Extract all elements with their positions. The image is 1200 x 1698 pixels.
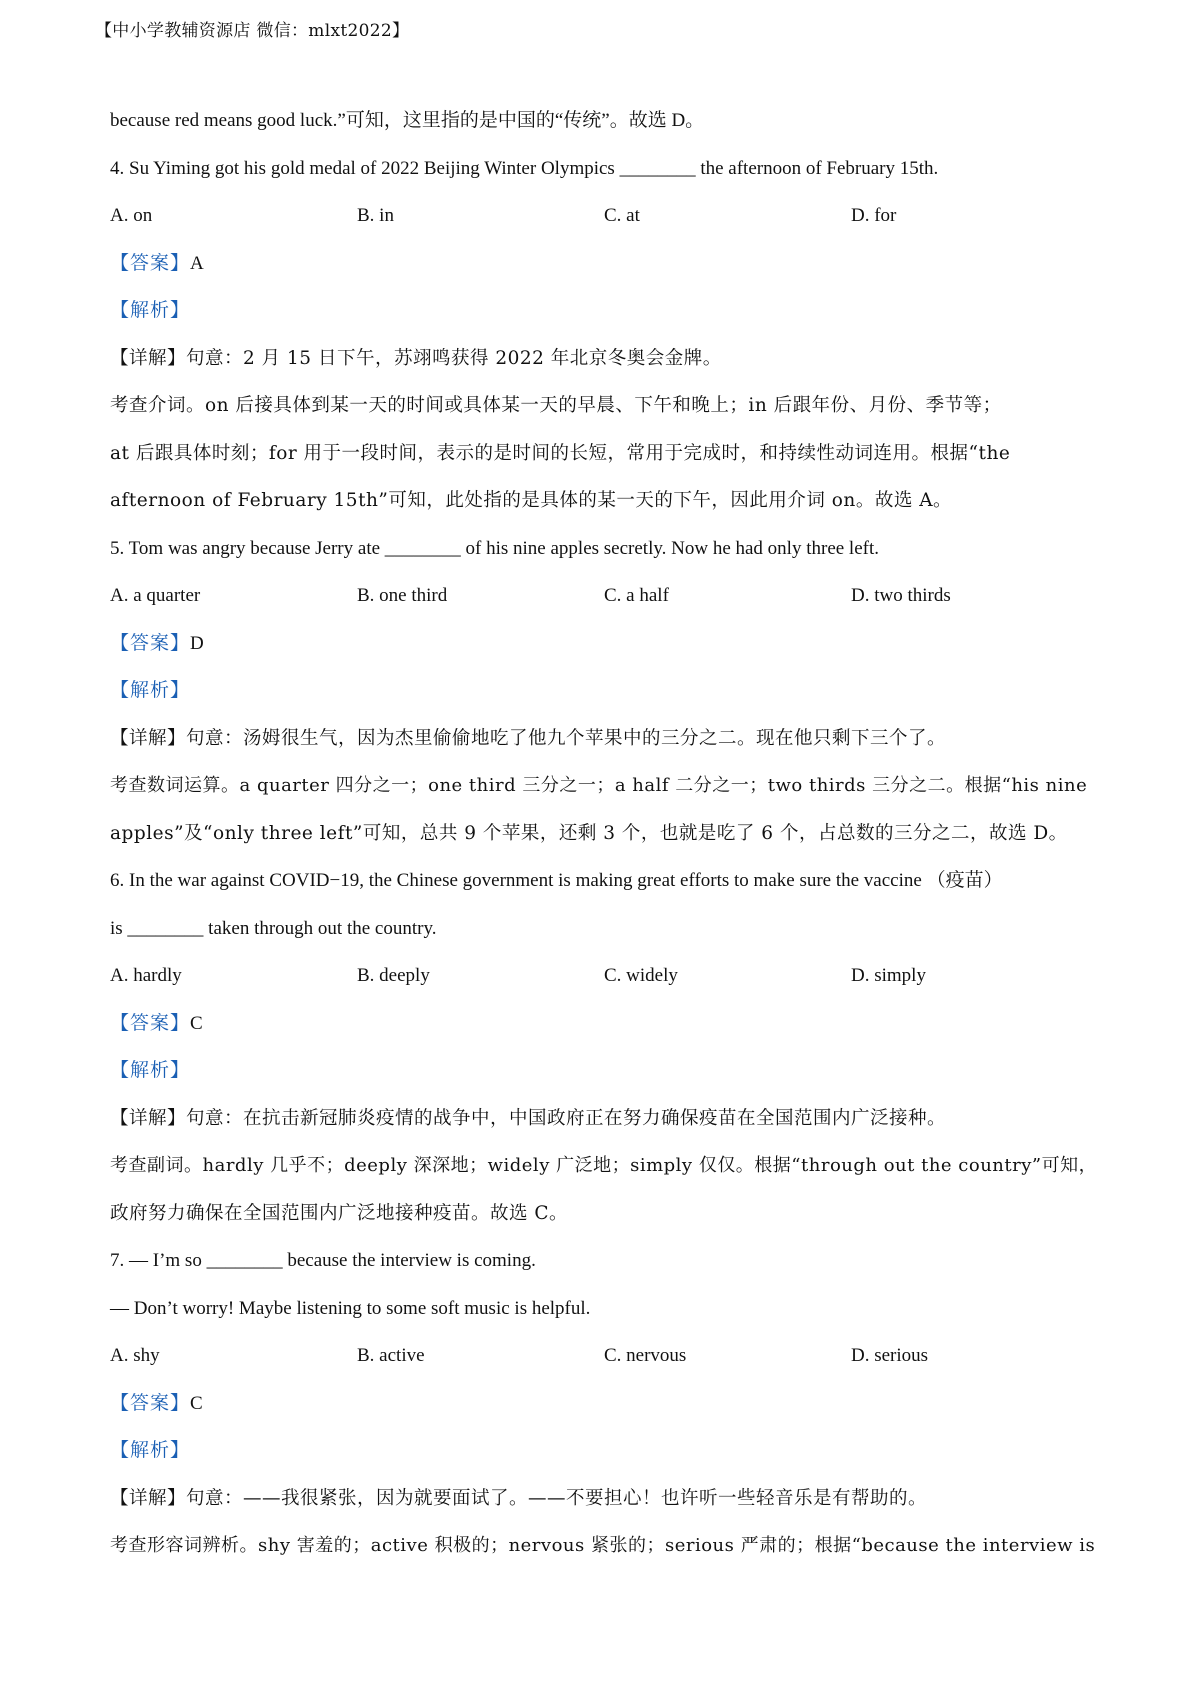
analysis-label: 【解析】 (110, 1440, 191, 1461)
explanation-line: at 后跟具体时刻；for 用于一段时间，表示的是时间的长短，常用于完成时，和持续性动词连用。根据“the (110, 442, 1011, 464)
answer-value: A (190, 252, 204, 274)
question-line: — Don’t worry! Maybe listening to some soft music is helpful. (110, 1297, 591, 1319)
option-d: D. serious (851, 1345, 929, 1366)
option-a: A. a quarter (110, 585, 201, 606)
answer-line (110, 1380, 1110, 1428)
analysis-tag (110, 1427, 1110, 1475)
watermark-header: 【中小学教辅资源店 微信：mlxt2022】 (95, 21, 410, 41)
answer-tag: 【答案】 (110, 1392, 191, 1414)
answer-line (110, 620, 1110, 668)
answer-line (110, 1000, 1110, 1048)
question-line: 4. Su Yiming got his gold medal of 2022 Beijing Winter Olympics ________ the afternoon of February 15th. (110, 157, 939, 179)
answer-options (110, 192, 1110, 240)
analysis-tag (110, 1047, 1110, 1095)
answer-line (110, 240, 1110, 288)
option-b: B. active (357, 1345, 425, 1366)
option-d: D. simply (851, 965, 926, 986)
explanation-line: 考查介词。on 后接具体到某一天的时间或具体某一天的早晨、下午和晚上；in 后跟年份、月份、季节等； (110, 395, 1002, 416)
question-line: 6. In the war against COVID−19, the Chinese government is making great efforts to make sure the vaccine （疫苗） (110, 870, 1003, 891)
explanation-line: afternoon of February 15th”可知，此处指的是具体的某一天的下午，因此用介词 on。故选 A。 (110, 490, 953, 511)
answer-tag: 【答案】 (110, 632, 191, 654)
explanation-line: 【详解】句意：汤姆很生气，因为杰里偷偷地吃了他九个苹果中的三分之二。现在他只剩下三个了。 (110, 727, 947, 749)
explanation-line: 【详解】句意：2 月 15 日下午，苏翊鸣获得 2022 年北京冬奥会金牌。 (110, 347, 722, 369)
option-b: B. one third (357, 585, 448, 606)
document-body (110, 97, 1110, 1570)
explanation-line: 【详解】句意：在抗击新冠肺炎疫情的战争中，中国政府正在努力确保疫苗在全国范围内广泛接种。 (110, 1107, 947, 1129)
option-c: C. a half (604, 585, 669, 606)
analysis-tag (110, 287, 1110, 335)
explanation-line: 考查形容词辨析。shy 害羞的；active 积极的；nervous 紧张的；serious 严肃的；根据“because the interview is (110, 1535, 1096, 1556)
explanation-line: apples”及“only three left”可知，总共 9 个苹果，还剩 3 个，也就是吃了 6 个，占总数的三分之二，故选 D。 (110, 822, 1068, 844)
answer-options (110, 1332, 1110, 1380)
explanation-line: 考查副词。hardly 几乎不；deeply 深深地；widely 广泛地；simply 仅仅。根据“through out the country”可知， (110, 1155, 1098, 1176)
option-c: C. at (604, 205, 640, 226)
analysis-label: 【解析】 (110, 1060, 191, 1081)
answer-value: D (190, 632, 204, 654)
question-line: is ________ taken through out the country. (110, 917, 437, 939)
option-c: C. widely (604, 965, 678, 986)
option-d: D. for (851, 205, 897, 226)
question-line: because red means good luck.”可知，这里指的是中国的“传统”。故选 D。 (110, 110, 705, 131)
explanation-line: 政府努力确保在全国范围内广泛地接种疫苗。故选 C。 (110, 1202, 569, 1224)
answer-value: C (190, 1392, 203, 1414)
option-a: A. on (110, 205, 153, 226)
explanation-line: 【详解】句意：——我很紧张，因为就要面试了。——不要担心！也许听一些轻音乐是有帮助的。 (110, 1487, 928, 1509)
option-b: B. in (357, 205, 394, 226)
answer-tag: 【答案】 (110, 1012, 191, 1034)
analysis-tag (110, 667, 1110, 715)
option-c: C. nervous (604, 1345, 687, 1366)
question-line: 7. — I’m so ________ because the interview is coming. (110, 1250, 536, 1271)
option-d: D. two thirds (851, 585, 951, 606)
answer-options (110, 952, 1110, 1000)
answer-tag: 【答案】 (110, 252, 191, 274)
option-b: B. deeply (357, 965, 430, 986)
option-a: A. shy (110, 1345, 160, 1366)
option-a: A. hardly (110, 965, 182, 986)
explanation-line: 考查数词运算。a quarter 四分之一；one third 三分之一；a half 二分之一；two thirds 三分之二。根据“his nine (110, 775, 1088, 796)
analysis-label: 【解析】 (110, 300, 191, 321)
answer-value: C (190, 1012, 203, 1034)
analysis-label: 【解析】 (110, 680, 191, 701)
answer-options (110, 572, 1110, 620)
question-line: 5. Tom was angry because Jerry ate ________ of his nine apples secretly. Now he had only three left. (110, 537, 879, 559)
